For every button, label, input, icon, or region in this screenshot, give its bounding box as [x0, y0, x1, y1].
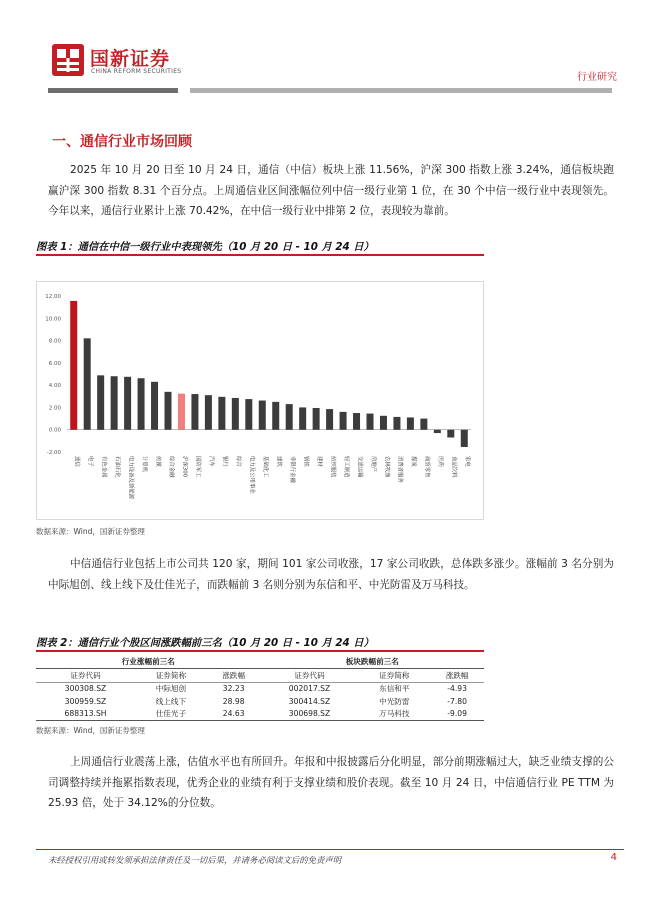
bar — [366, 414, 373, 430]
figure-1-chart — [37, 282, 483, 519]
table-cell: 300698.SZ — [261, 708, 359, 721]
x-tick-label: 传媒 — [154, 456, 161, 467]
table-cell: 万马科技 — [358, 708, 430, 721]
company-name-cn: 国新证券 — [90, 48, 171, 70]
footer-disclaimer: 未经授权引用或转发须承担法律责任及一切后果，并请务必阅读文后的免责声明 — [48, 855, 342, 865]
y-tick-label: 2.00 — [48, 405, 61, 412]
paragraph-3 — [48, 752, 614, 814]
x-tick-label: 建材 — [315, 456, 322, 467]
bar — [313, 408, 320, 430]
bar — [84, 338, 91, 429]
bar — [178, 394, 185, 430]
table-group-gainers: 行业涨幅前三名 — [36, 654, 261, 669]
bar — [286, 404, 293, 430]
bar — [447, 430, 454, 438]
paragraph-2 — [48, 554, 614, 595]
report-type: 行业研究 — [577, 72, 617, 83]
bar — [340, 412, 347, 430]
bar — [151, 382, 158, 430]
x-tick-label: 交通运输 — [356, 456, 363, 478]
x-tick-label: 石油石化 — [113, 456, 120, 478]
x-tick-label: 食品饮料 — [450, 456, 457, 478]
table-header-cell: 证券简称 — [135, 669, 207, 683]
x-tick-label: 消费者服务 — [396, 456, 403, 483]
table-cell: 中光防雷 — [379, 696, 410, 706]
y-tick-label: 4.00 — [48, 383, 61, 390]
figure-2-source: 数据来源：Wind，国新证券整理 — [36, 726, 145, 735]
x-tick-label: 综合 — [235, 456, 242, 467]
bar — [138, 378, 145, 429]
header-bar-light — [190, 88, 612, 93]
paragraph-2-text: 中信通信行业包括上市公司共 120 家，期间 101 家公司收涨，17 家公司收跌，总体跌多涨少。涨幅前 3 名分别为中际旭创、线上线下及仕佳光子，而跌幅前 3 名则分别为东信和平、中光防雷及万马科技。 — [48, 558, 614, 591]
x-tick-label: 家电 — [464, 456, 471, 467]
bar — [407, 417, 414, 429]
bar — [191, 394, 198, 430]
table-cell: 300959.SZ — [64, 696, 107, 706]
x-tick-label: 有色金属 — [100, 456, 107, 478]
table-row — [36, 708, 484, 721]
bar — [434, 430, 441, 433]
table-cell: 300308.SZ — [64, 684, 107, 694]
y-tick-label: 12.00 — [45, 294, 61, 300]
x-tick-label: 计算机 — [140, 456, 147, 473]
x-tick-label: 非银行金融 — [289, 456, 295, 483]
x-tick-label: 房地产 — [369, 456, 376, 473]
figure-2-title: 图表 2：通信行业个股区间涨跌幅前三名（10 月 20 日 - 10 月 24 日） — [36, 637, 374, 649]
x-tick-label: 国防军工 — [194, 456, 201, 478]
table-cell: 688313.SH — [36, 708, 135, 721]
bar — [393, 417, 400, 430]
y-tick-label: 0.00 — [48, 427, 61, 434]
bar — [218, 397, 225, 430]
table-cell: 中际旭创 — [155, 684, 187, 694]
x-tick-label: 农林牧渔 — [383, 456, 390, 478]
x-tick-label: 建筑 — [275, 456, 282, 467]
table-cell: 东信和平 — [379, 684, 410, 694]
bar — [299, 407, 306, 429]
x-tick-label: 银行 — [221, 456, 228, 467]
y-tick-label: 6.00 — [48, 360, 61, 367]
table-cell: 仕佳光子 — [135, 708, 207, 721]
table-cell: -4.93 — [447, 684, 467, 694]
x-tick-label: 商贸零售 — [423, 456, 430, 478]
company-logo-mark — [52, 44, 84, 76]
table-cell: -7.80 — [447, 696, 467, 706]
bar — [326, 409, 333, 430]
bar — [420, 419, 427, 430]
figure-1-title: 图表 1：通信在中信一级行业中表现领先（10 月 20 日 - 10 月 24 日） — [36, 241, 374, 253]
header-bar-dark — [48, 88, 178, 93]
x-tick-label: 电子 — [87, 456, 93, 467]
table-header-cell: 涨跌幅 — [430, 669, 484, 683]
section-title: 一、通信行业市场回顾 — [52, 134, 192, 150]
x-tick-label: 纺织服装 — [329, 456, 336, 478]
figure-1-source: 数据来源：Wind，国新证券整理 — [36, 527, 145, 536]
x-tick-label: 轻工制造 — [342, 456, 349, 478]
table-cell: 002017.SZ — [288, 684, 331, 694]
bar — [353, 413, 360, 430]
bar — [205, 395, 212, 430]
footer-rule — [36, 849, 624, 850]
figure-1-rule — [36, 254, 484, 256]
x-tick-label: 医药 — [437, 456, 444, 467]
table-header-row — [36, 669, 484, 683]
bar — [245, 399, 252, 430]
table-cell: 24.63 — [207, 708, 261, 721]
table-cell: 300414.SZ — [288, 696, 331, 706]
paragraph-1 — [48, 160, 614, 222]
x-tick-label: 钢铁 — [302, 456, 309, 467]
x-tick-label: 电力及公用事业 — [248, 456, 255, 494]
table-group-losers: 板块跌幅前三名 — [261, 654, 484, 669]
table-row — [36, 695, 484, 708]
x-tick-label: 通信 — [73, 456, 80, 467]
bar — [164, 392, 171, 430]
company-name-en: CHINA REFORM SECURITIES — [91, 68, 182, 75]
bar — [380, 416, 387, 430]
figure-2-rule — [36, 650, 484, 652]
stock-performance-table — [36, 654, 484, 721]
bar — [111, 376, 118, 429]
table-cell: -9.09 — [430, 708, 484, 721]
table-cell: 线上线下 — [155, 696, 187, 706]
x-tick-label: 基础化工 — [262, 456, 269, 478]
table-header-cell: 涨跌幅 — [207, 669, 261, 683]
bar — [259, 401, 266, 430]
figure-1-chart-frame — [36, 281, 484, 520]
bar — [97, 375, 104, 429]
table-row — [36, 682, 484, 695]
paragraph-1-text: 2025 年 10 月 20 日至 10 月 24 日，通信（中信）板块上涨 11.56%，沪深 300 指数上涨 3.24%，通信板块跑赢沪深 300 指数 8.31 个百分点。上周通信业区间涨幅位列中信一级行业第 1 位，在 30 个中信一级行业中表现领先。今年以来，通信行业累计上涨 70.42%，在中信一级行业中排第 2 位，表现较为靠前。 — [48, 164, 614, 217]
table-cell: 28.98 — [222, 696, 245, 706]
table-cell: 32.23 — [222, 684, 245, 694]
table-header-cell: 证券简称 — [358, 669, 430, 683]
x-tick-label: 汽车 — [208, 456, 215, 467]
y-tick-label: -2.00 — [46, 450, 61, 456]
y-tick-label: 10.00 — [45, 316, 61, 323]
x-tick-label: 综合金融 — [167, 456, 174, 478]
x-tick-label: 沪深300 — [181, 456, 188, 478]
paragraph-3-text: 上周通信行业震荡上涨，估值水平也有所回升。年报和中报披露后分化明显，部分前期涨幅过大，缺乏业绩支撑的公司调整持续并拖累指数表现，优秀企业的业绩有利于支撑业绩和股价表现。截至 10 月 24 日，中信通信行业 PE TTM 为 25.93 倍，处于 34.12%的分位数。 — [48, 756, 614, 809]
bar — [70, 301, 77, 430]
bar — [272, 402, 279, 430]
x-tick-label: 电力设备及新能源 — [127, 456, 134, 500]
bar — [124, 377, 131, 430]
bar — [461, 430, 468, 447]
table-header-cell: 证券代码 — [261, 669, 359, 683]
page-number: 4 — [610, 852, 617, 863]
y-tick-label: 8.00 — [48, 338, 61, 345]
bar — [232, 398, 239, 430]
x-tick-label: 煤炭 — [410, 456, 417, 467]
table-header-cell: 证券代码 — [36, 669, 135, 683]
